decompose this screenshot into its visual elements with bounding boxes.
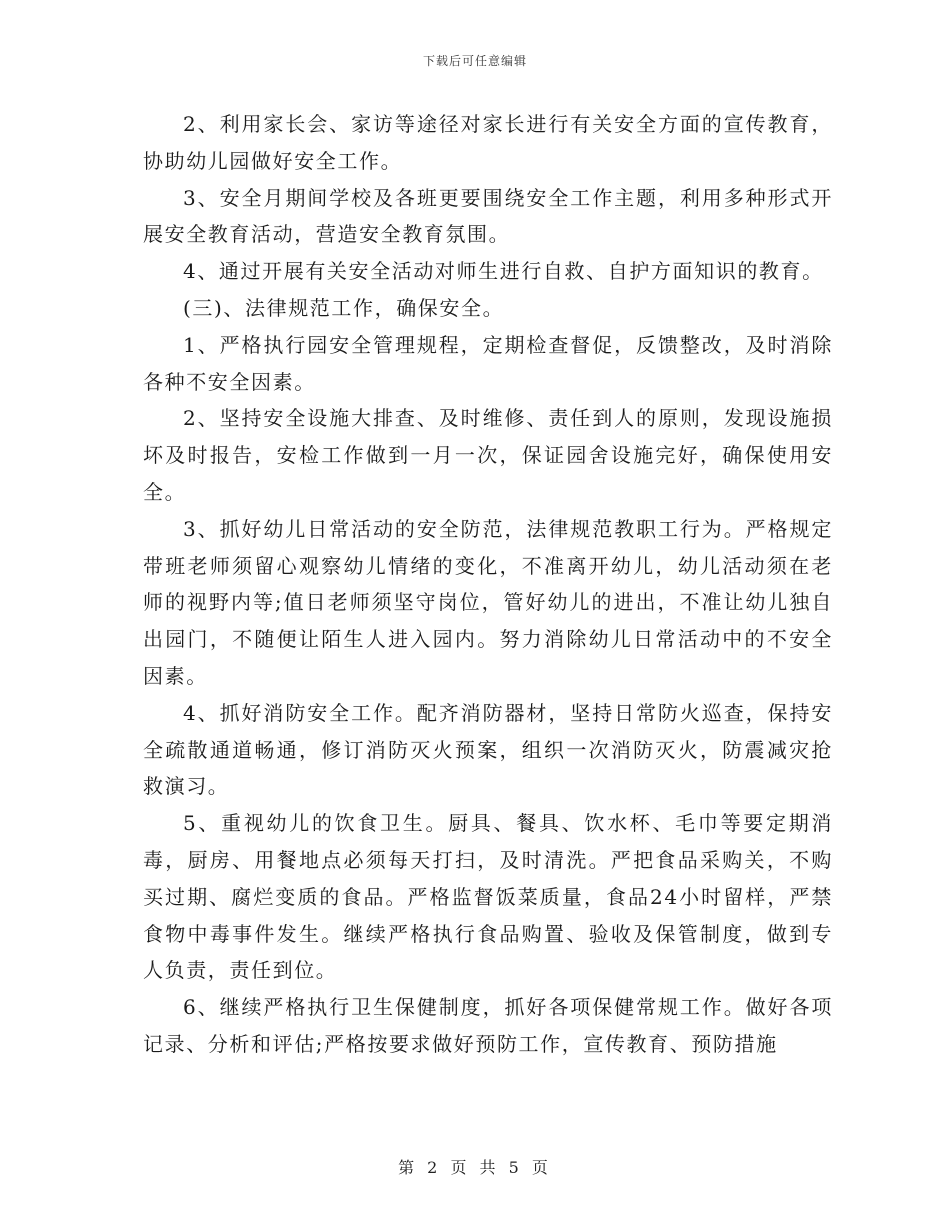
paragraph: 3、安全月期间学校及各班更要围绕安全工作主题，利用多种形式开展安全教育活动，营造安全教育氛围。	[143, 185, 833, 247]
document-body	[143, 106, 833, 1063]
paragraph: 2、坚持安全设施大排查、及时维修、责任到人的原则，发现设施损坏及时报告，安检工作做到一月一次，保证园舍设施完好，确保使用安全。	[143, 406, 833, 504]
paragraph: 4、通过开展有关安全活动对师生进行自救、自护方面知识的教育。	[183, 259, 824, 284]
paragraph: 2、利用家长会、家访等途径对家长进行有关安全方面的宣传教育，协助幼儿园做好安全工作。	[143, 112, 833, 173]
paragraph: 1、严格执行园安全管理规程，定期检查督促，反馈整改，及时消除各种不安全因素。	[143, 332, 833, 394]
paragraph: 5、重视幼儿的饮食卫生。厨具、餐具、饮水杯、毛巾等要定期消毒，厨房、用餐地点必须每天打扫，及时清洗。严把食品采购关，不购买过期、腐烂变质的食品。严格监督饭菜质量，食品24小时留样，严禁食物中毒事件发生。继续严格执行食品购置、验收及保管制度，做到专人负责，责任到位。	[143, 811, 833, 983]
paragraph: 4、抓好消防安全工作。配齐消防器材，坚持日常防火巡查，保持安全疏散通道畅通，修订消防灭火预案，组织一次消防灭火，防震减灾抢救演习。	[143, 700, 833, 799]
page-header-note: 下载后可任意编辑	[422, 54, 527, 68]
section-heading: (三)、法律规范工作，确保安全。	[183, 295, 505, 320]
paragraph: 6、继续严格执行卫生保健制度，抓好各项保健常规工作。做好各项记录、分析和评估;严格按要求做好预防工作，宣传教育、预防措施	[143, 995, 833, 1056]
paragraph: 3、抓好幼儿日常活动的安全防范，法律规范教职工行为。严格规定带班老师须留心观察幼儿情绪的变化，不准离开幼儿，幼儿活动须在老师的视野内等;值日老师须坚守岗位，管好幼儿的进出，不准让幼儿独自出园门，不随便让陌生人进入园内。努力消除幼儿日常活动中的不安全因素。	[143, 516, 833, 688]
page-number: 第 2 页 共 5 页	[398, 1158, 552, 1177]
